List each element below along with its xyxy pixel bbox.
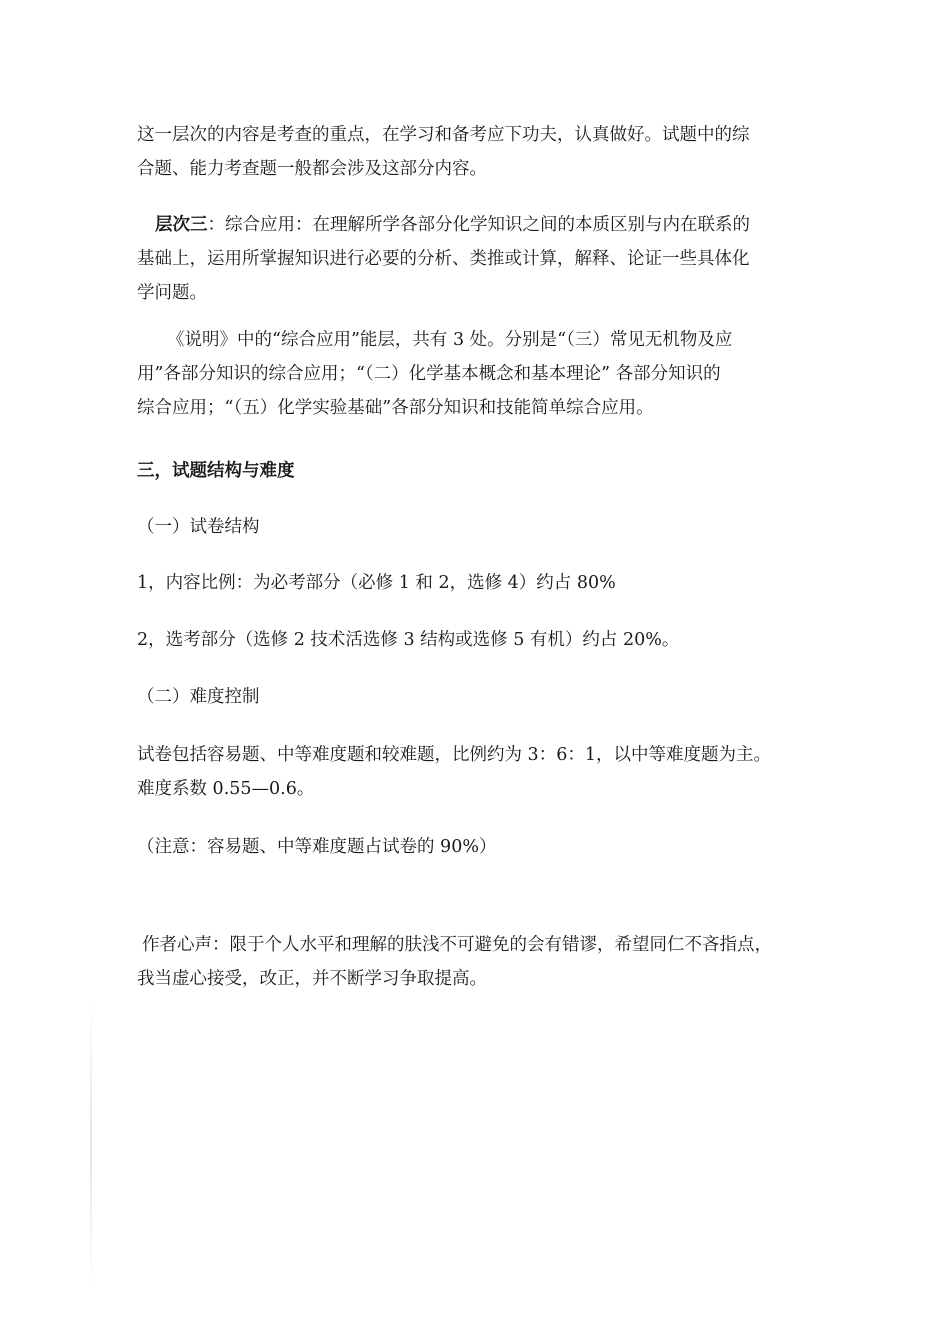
subsection-heading-difficulty (137, 680, 260, 714)
list-item: 2，选考部分（选修 2 技术活选修 3 结构或选修 5 有机）约占 20%。 (137, 630, 680, 650)
paragraph-line: 作者心声：限于个人水平和理解的肤浅不可避免的会有错谬，希望同仁不吝指点， (142, 935, 772, 955)
subsection-heading-structure (137, 510, 260, 544)
paragraph-line: 基础上，运用所掌握知识进行必要的分析、类推或计算，解释、论证一些具体化 (137, 249, 750, 269)
paragraph-line: 学问题。 (137, 283, 207, 303)
section-heading (137, 454, 295, 488)
level-three-definition: ：综合应用：在理解所学各部分化学知识之间的本质区别与内在联系的 (207, 215, 750, 235)
subsection-title: （二）难度控制 (137, 687, 260, 707)
paragraph-level-three (137, 208, 750, 310)
list-item: 1，内容比例：为必考部分（必修 1 和 2，选修 4）约占 80% (137, 573, 616, 593)
section-title: 三，试题结构与难度 (137, 461, 295, 481)
paragraph-level-two-summary (137, 118, 750, 186)
paragraph-line: 这一层次的内容是考查的重点，在学习和备考应下功夫，认真做好。试题中的综 (137, 125, 750, 145)
paragraph-line: 难度系数 0.55—0.6。 (137, 779, 315, 799)
author-note-paragraph (137, 928, 772, 996)
paragraph-line (137, 208, 750, 242)
paragraph-explanation (137, 323, 732, 425)
paragraph-difficulty (137, 738, 771, 806)
list-item-elective-ratio (137, 623, 679, 657)
paragraph-line: 用”各部分知识的综合应用；“（二）化学基本概念和基本理论” 各部分知识的 (137, 364, 721, 384)
paragraph-line: 试卷包括容易题、中等难度题和较难题，比例约为 3：6：1，以中等难度题为主。 (137, 745, 771, 765)
level-three-heading: 层次三 (155, 215, 208, 235)
note-paragraph (137, 830, 496, 864)
paragraph-line: 合题、能力考查题一般都会涉及这部分内容。 (137, 159, 487, 179)
note-text: （注意：容易题、中等难度题占试卷的 90%） (137, 837, 497, 857)
paragraph-line: 我当虚心接受，改正，并不断学习争取提高。 (137, 969, 487, 989)
subsection-title: （一）试卷结构 (137, 517, 260, 537)
page-edge-shadow (90, 1000, 92, 1290)
list-item-content-ratio (137, 566, 616, 600)
paragraph-line: 综合应用；“（五）化学实验基础”各部分知识和技能简单综合应用。 (137, 398, 654, 418)
paragraph-line: 《说明》中的“综合应用”能层，共有 3 处。分别是“（三）常见无机物及应 (167, 330, 733, 350)
